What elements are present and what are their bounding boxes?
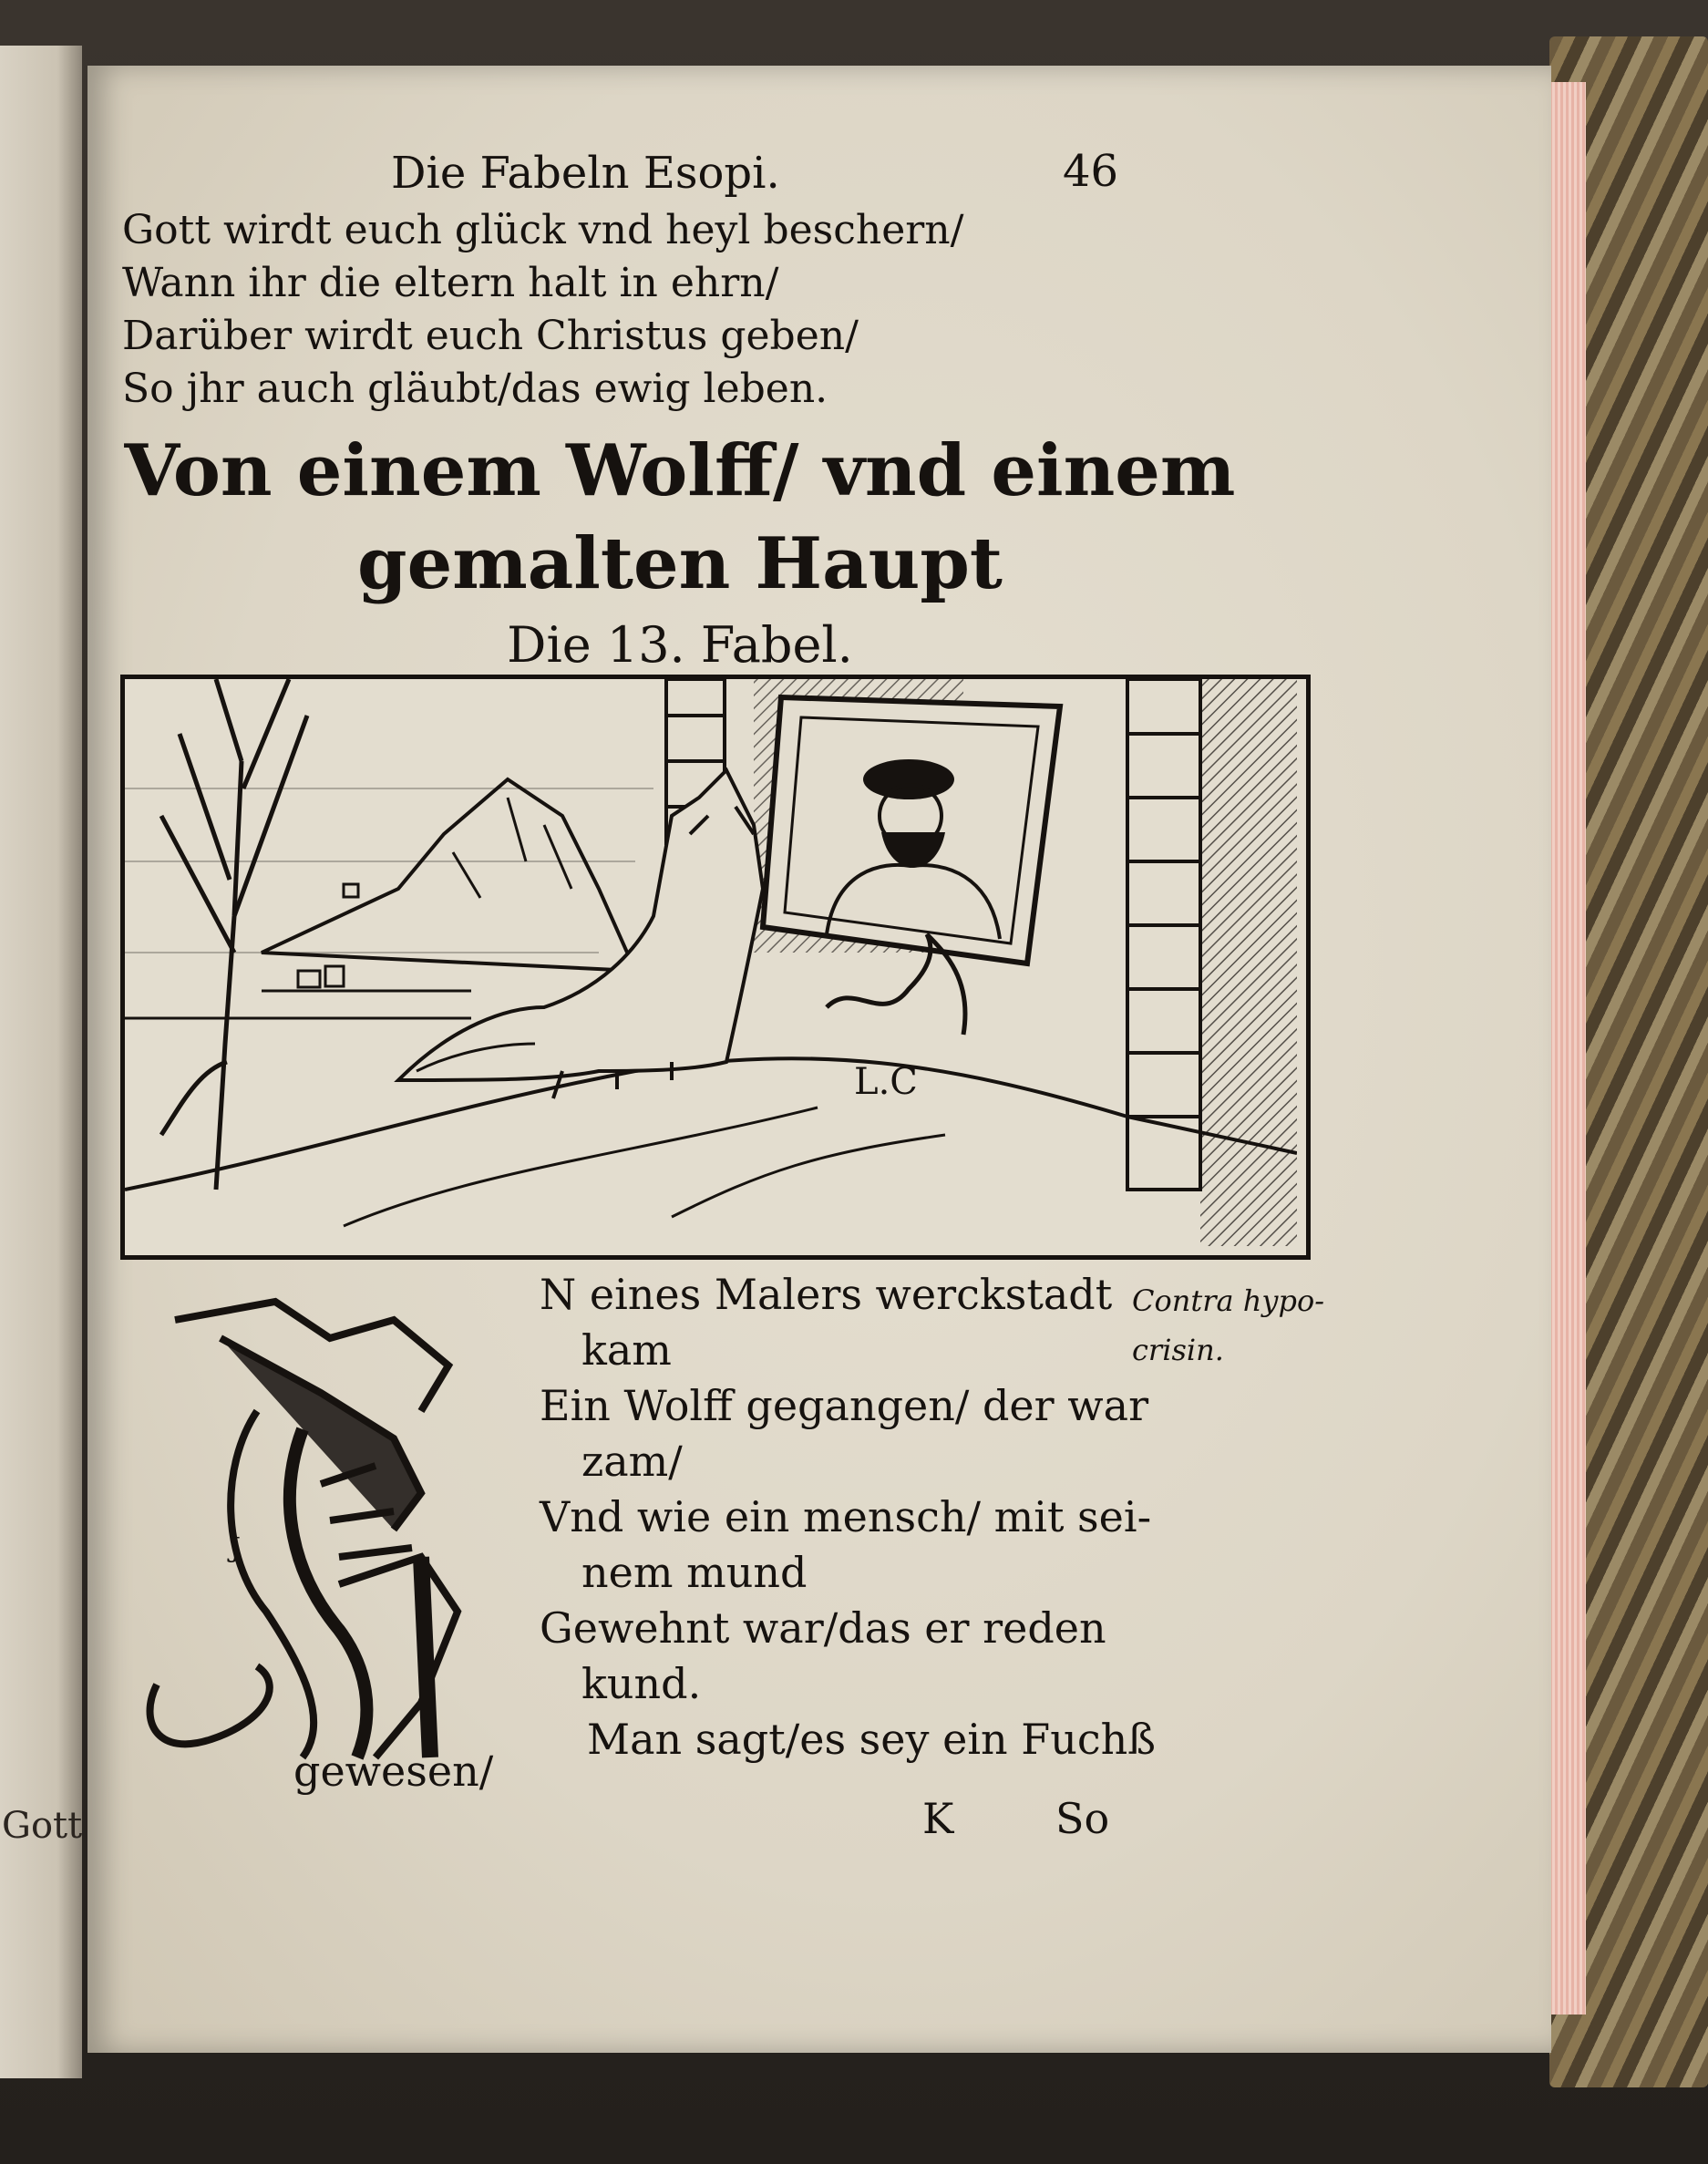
verse-block xyxy=(122,204,963,416)
margin-note-line: crisin. xyxy=(1132,1333,1224,1367)
brick-pillar xyxy=(1127,679,1200,1190)
verse-line: Gott wirdt euch glück vnd heyl beschern/ xyxy=(122,207,964,253)
signature-mark: K xyxy=(922,1794,954,1843)
pillar-shadow xyxy=(1200,679,1297,1246)
body-line: zam/ xyxy=(581,1437,683,1486)
woodcut-monogram: L.C xyxy=(854,1061,918,1103)
tree xyxy=(161,679,307,1190)
mountain xyxy=(262,779,635,971)
body-line: N eines Malers werckstadt xyxy=(540,1270,1113,1319)
initial-letter: J xyxy=(230,1532,242,1564)
body-line: kam xyxy=(581,1325,672,1375)
left-page-edge xyxy=(0,46,82,2078)
fable-title-line: Von einem Wolff/ vnd einem xyxy=(124,429,1236,512)
page-fore-edge xyxy=(1549,82,1586,2015)
catchword: So xyxy=(1055,1794,1110,1843)
margin-note-line: Contra hypo- xyxy=(1132,1283,1325,1318)
body-line: Gewehnt war/das er reden xyxy=(540,1603,1106,1653)
left-page-word: Gott xyxy=(2,1805,83,1847)
wolf-figure xyxy=(398,770,763,1098)
decorated-initial xyxy=(120,1283,549,1776)
running-title: Die Fabeln Esopi. xyxy=(391,148,780,199)
body-line: Vnd wie ein mensch/ mit sei- xyxy=(540,1492,1152,1541)
ground xyxy=(125,1058,1297,1190)
page-number: 46 xyxy=(1063,146,1119,197)
body-line: Ein Wolff gegangen/ der war xyxy=(540,1381,1149,1430)
fable-body xyxy=(540,1267,1156,1767)
verse-line: Darüber wirdt euch Christus geben/ xyxy=(122,313,859,359)
body-line: Man sagt/es sey ein Fuchß xyxy=(587,1715,1156,1764)
verse-line: So jhr auch gläubt/das ewig leben. xyxy=(122,366,828,412)
continued-word: gewesen/ xyxy=(293,1747,494,1796)
woodcut-drawing xyxy=(125,679,1297,1246)
body-line: kund. xyxy=(581,1659,702,1708)
verse-line: Wann ihr die eltern halt in ehrn/ xyxy=(122,260,779,306)
margin-note xyxy=(1132,1276,1324,1375)
fable-title-line: gemalten Haupt xyxy=(357,522,1003,605)
fable-number: Die 13. Fabel. xyxy=(507,616,853,674)
sky-lines xyxy=(125,788,653,953)
distant-town xyxy=(125,884,471,1018)
framed-portrait xyxy=(763,697,1060,963)
body-line: nem mund xyxy=(581,1548,808,1597)
woodcut-illustration xyxy=(120,675,1311,1260)
right-page xyxy=(87,66,1551,2053)
